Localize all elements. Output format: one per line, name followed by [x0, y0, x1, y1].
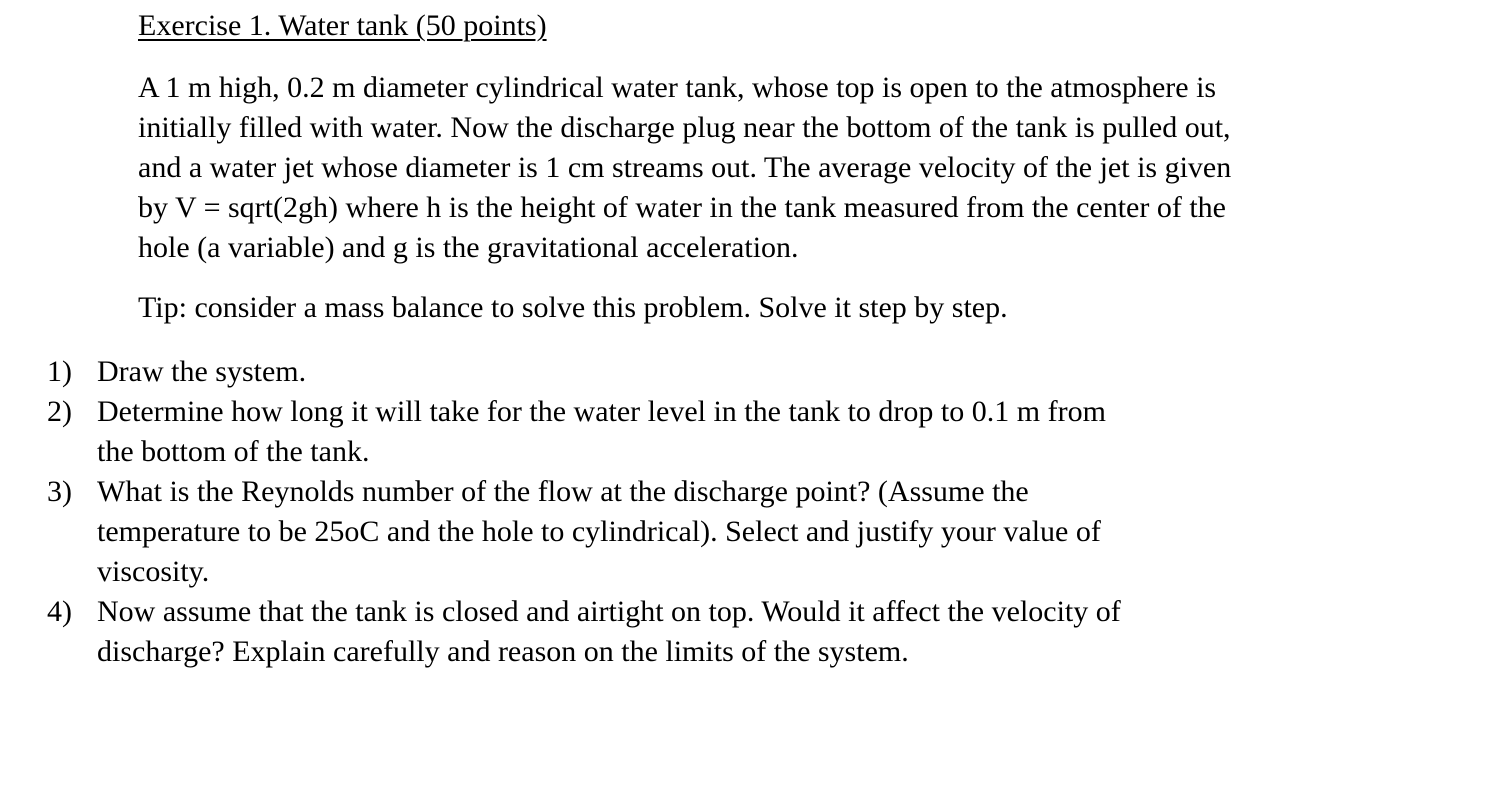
- question-number: 2): [47, 395, 72, 428]
- question-line: discharge? Explain carefully and reason on the limits of the system.: [97, 635, 909, 668]
- question-item-3: [47, 472, 1247, 592]
- intro-line: hole (a variable) and g is the gravitational acceleration.: [138, 231, 799, 264]
- tip-text: Tip: consider a mass balance to solve this problem. Solve it step by step.: [138, 291, 1008, 324]
- intro-line: A 1 m high, 0.2 m diameter cylindrical water tank, whose top is open to the atmosphere is: [138, 71, 1217, 104]
- intro-line: by V = sqrt(2gh) where h is the height of water in the tank measured from the center of the: [138, 191, 1226, 224]
- question-item-1: [47, 352, 1247, 392]
- question-line: Now assume that the tank is closed and airtight on top. Would it affect the velocity of: [97, 595, 1121, 628]
- question-number: 4): [47, 595, 72, 628]
- intro-line: initially filled with water. Now the discharge plug near the bottom of the tank is pulled out,: [138, 111, 1231, 144]
- question-line: Draw the system.: [97, 355, 307, 388]
- exercise-title: Exercise 1. Water tank (50 points): [138, 9, 547, 42]
- question-line: temperature to be 25oC and the hole to cylindrical). Select and justify your value of: [97, 515, 1101, 548]
- question-line: the bottom of the tank.: [97, 435, 370, 468]
- question-list: [47, 352, 1247, 672]
- question-number: 1): [47, 355, 72, 388]
- intro-paragraph: [138, 68, 1368, 268]
- question-item-4: [47, 592, 1247, 672]
- question-number: 3): [47, 475, 72, 508]
- question-line: What is the Reynolds number of the flow at the discharge point? (Assume the: [97, 475, 1029, 508]
- question-line: Determine how long it will take for the water level in the tank to drop to 0.1 m from: [97, 395, 1106, 428]
- question-line: viscosity.: [97, 555, 210, 588]
- question-item-2: [47, 392, 1247, 472]
- intro-line: and a water jet whose diameter is 1 cm streams out. The average velocity of the jet is given: [138, 151, 1232, 184]
